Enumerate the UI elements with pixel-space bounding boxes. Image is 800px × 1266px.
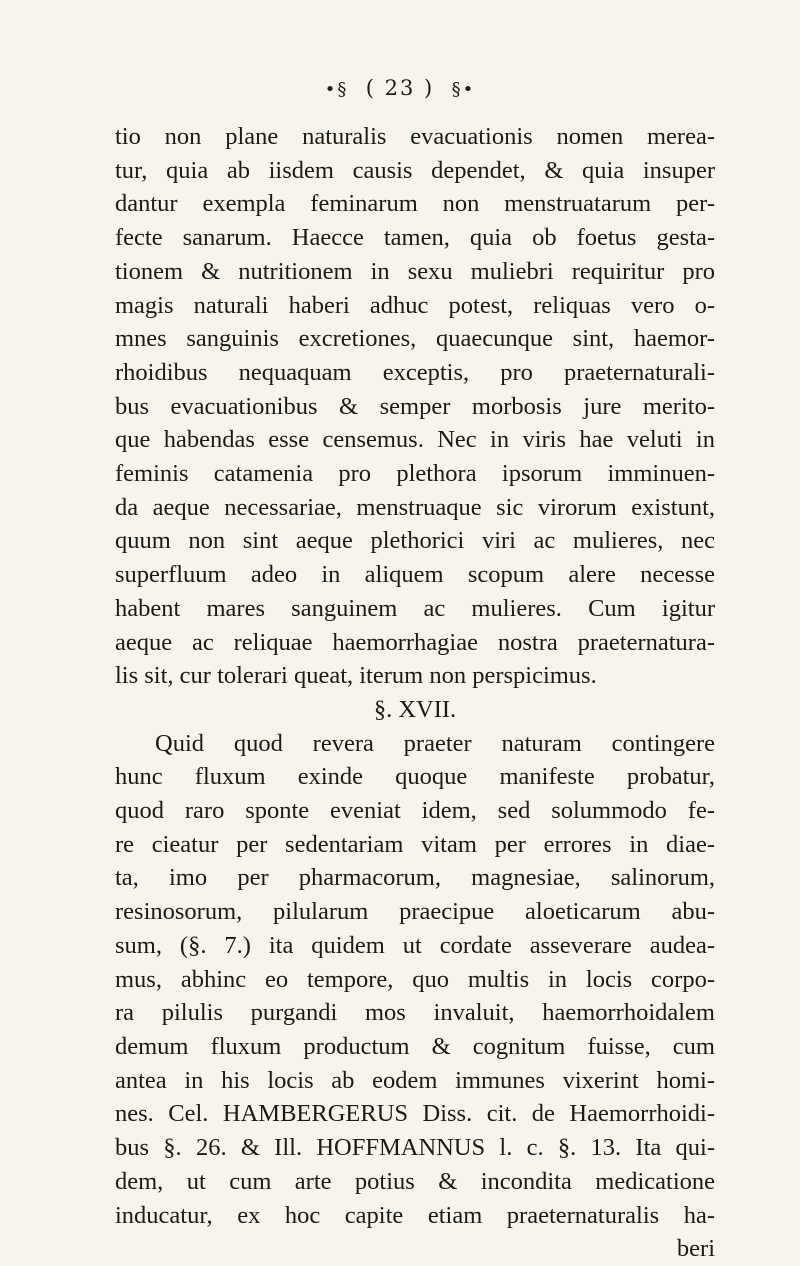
text-line: tionem & nutritionem in sexu muliebri requiritur pro [115,257,715,285]
text-line: aeque ac reliquae haemorrhagiae nostra praeternatura- [115,628,715,656]
text-line: demum fluxum productum & cognitum fuisse, cum [115,1032,715,1060]
text-line: antea in his locis ab eodem immunes vixerint homi- [115,1066,715,1094]
text-line: feminis catamenia pro plethora ipsorum imminuen- [115,460,715,488]
text-line: dantur exempla feminarum non menstruatarum per- [115,190,715,218]
text-line: resinosorum, pilularum praecipue aloeticarum abu- [115,898,715,926]
text-line: nes. Cel. HAMBERGERUS Diss. cit. de Haemorrhoidi- [115,1100,715,1128]
catchword: beri [676,1235,715,1263]
text-line: inducatur, ex hoc capite etiam praeternaturalis ha- [115,1201,715,1229]
page-body [115,120,715,1266]
text-line: bus §. 26. & Ill. HOFFMANNUS l. c. §. 13. Ita qui- [115,1134,715,1162]
ornament-right: §• [451,79,476,100]
text-line: quod raro sponte eveniat idem, sed solummodo fe- [115,797,715,825]
text-line: fecte sanarum. Haecce tamen, quia ob foetus gesta- [115,224,715,252]
text-line: bus evacuationibus & semper morbosis jure merito- [115,392,715,420]
text-line: Quid quod revera praeter naturam contingere [155,729,715,757]
page-number: ( 23 ) [365,76,435,100]
text-line: mnes sanguinis excretiones, quaecunque sint, haemor- [115,325,715,353]
text-line: dem, ut cum arte potius & incondita medicatione [115,1167,715,1195]
text-line: ra pilulis purgandi mos invaluit, haemorrhoidalem [115,999,715,1027]
text-line: superfluum adeo in aliquem scopum alere necesse [115,561,715,589]
text-line: re cieatur per sedentariam vitam per errores in diae- [115,830,715,858]
text-line: tio non plane naturalis evacuationis nomen merea- [115,123,715,150]
text-line: tur, quia ab iisdem causis dependet, & quia insuper [115,156,715,184]
text-line: da aeque necessariae, menstruaque sic virorum existunt, [115,493,715,521]
text-line: ta, imo per pharmacorum, magnesiae, salinorum, [115,864,715,892]
text-line: rhoidibus nequaquam exceptis, pro praeternaturali- [115,358,715,386]
text-line: habent mares sanguinem ac mulieres. Cum igitur [115,594,715,622]
text-line: quum non sint aeque plethorici viri ac mulieres, nec [115,527,715,555]
ornament-left: •§ [324,79,349,100]
page-header [0,76,800,100]
section-heading: §. XVII. [373,695,457,723]
text-line: magis naturali haberi adhuc potest, reliquas vero o- [115,291,715,319]
text-line: sum, (§. 7.) ita quidem ut cordate asseverare audea- [115,931,715,959]
text-line: lis sit, cur tolerari queat, iterum non perspicimus. [115,662,597,690]
text-line: hunc fluxum exinde quoque manifeste probatur, [115,763,715,791]
text-line: mus, abhinc eo tempore, quo multis in locis corpo- [115,965,715,993]
text-line: que habendas esse censemus. Nec in viris hae veluti in [115,426,715,454]
